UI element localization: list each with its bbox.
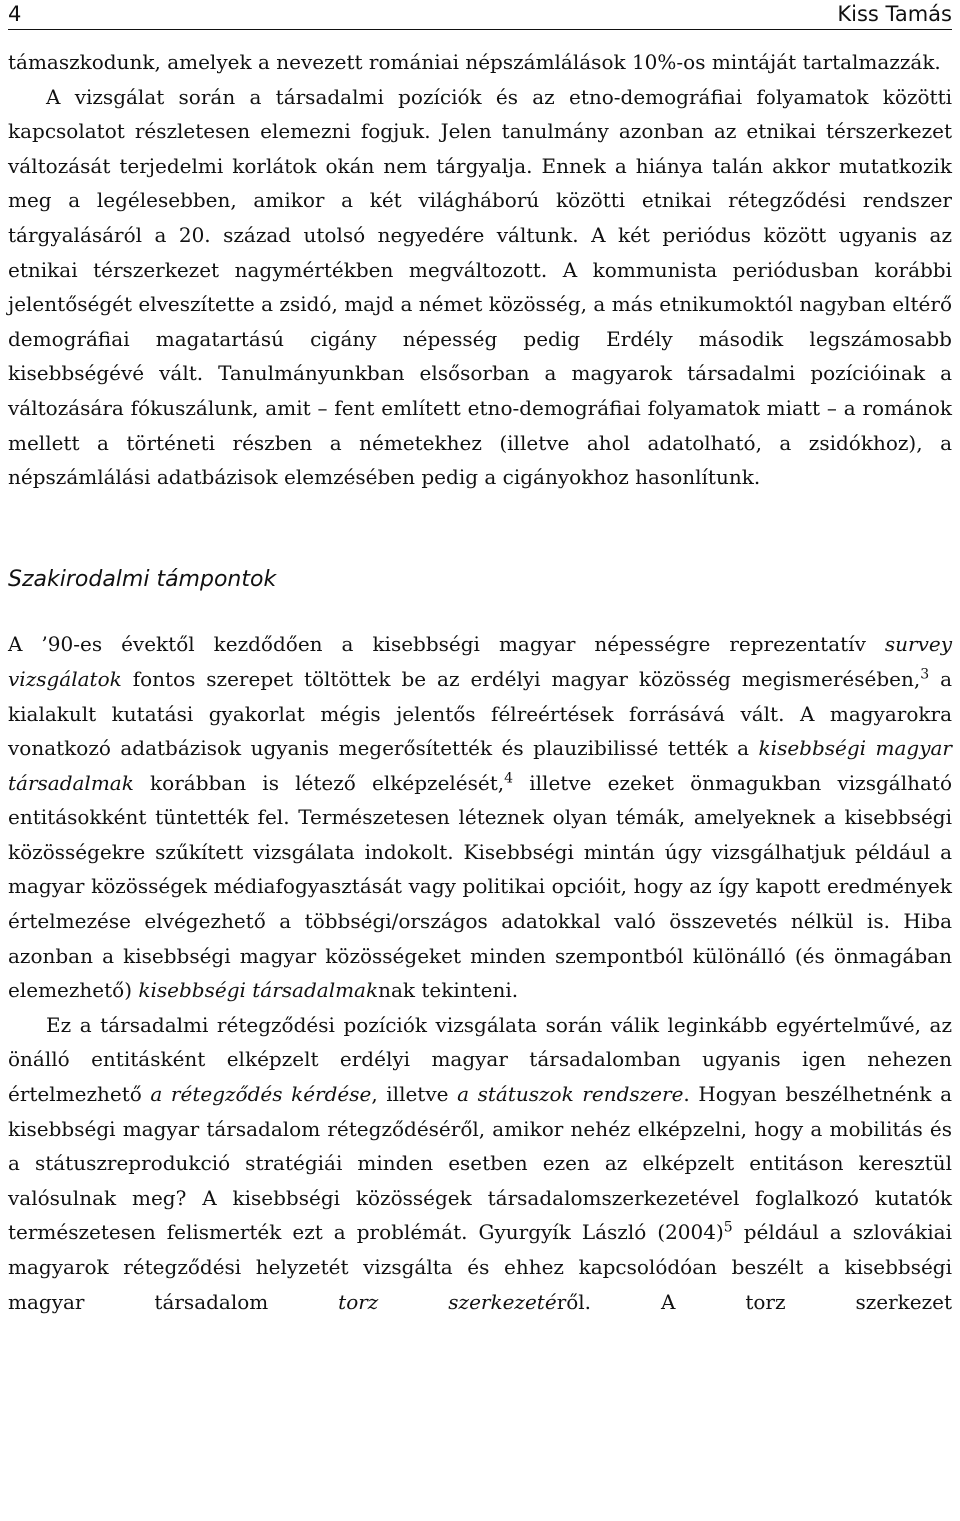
running-header <box>8 0 952 30</box>
p4-italic-status-system: a státuszok rendszere <box>457 1082 684 1107</box>
p4-italic-distorted-structure: torz szerkezeté <box>338 1289 557 1314</box>
p4-text-e: . Hogyan beszélhetnénk a kisebbségi magyar társadalom rétegződéséről, amikor nehéz elképzelni, hogy a mobilitás és a státuszreprodukció stratégiái minden esetben ezen az elképzelt entitáson keresztül valósulnak meg? A kisebbségi közösségek társadalomszerkezetével foglalkozó kutatók természetesen felismerték ezt a problémát. Gyurgyík László (2004) <box>8 1082 952 1245</box>
p3-text-c: fontos szerepet töltöttek be az erdélyi magyar közösség megismerésében, <box>121 666 921 691</box>
main-text <box>8 45 952 1319</box>
paragraph-3 <box>8 627 952 1008</box>
paragraph-1: támaszkodunk, amelyek a nevezett romániai népszámlálások 10%-os mintáját tartalmazzák. <box>8 50 941 74</box>
p3-italic-societies: kisebbségi magyar társadalmak <box>8 736 952 795</box>
paragraph-4 <box>8 1008 952 1319</box>
paragraph-2: A vizsgálat során a társadalmi pozíciók és az etno-demográfiai folyamatok közötti kapcsolatot részletesen elemezni fogjuk. Jelen tanulmány azonban az etnikai térszerkezet változását terjedelmi korlátok okán nem tárgyalja. Ennek a hiánya talán akkor mutatkozik meg a legélesebben, amikor a két világháború közötti etnikai rétegződési rendszer tárgyalásáról a 20. század utolsó negyedére váltunk. A két periódus között ugyanis az etnikai térszerkezet nagymértékben megváltozott. A kommunista periódusban korábbi jelentőségét elveszítette a zsidó, majd a német közösség, a más etnikumoktól nagyban eltérő demográfiai magatartású cigány népesség pedig Erdély második legszámosabb kisebbségévé vált. Tanulmányunkban elsősorban a magyarok társadalmi pozícióinak a változására fókuszálunk, amit – fent említett etno-demográfiai folyamatok miatt – a románok mellett a történeti részben a németekhez (illetve ahol adatolható, a zsidókhoz), a népszámlálási adatbázisok elemzésében pedig a cigányokhoz hasonlítunk. <box>8 84 952 490</box>
p4-text-a: Ez a társadalmi rétegződési pozíciók vizsgálata során válik leginkább egyértelművé, az önálló entitásként elképzelt erdélyi magyar társadalomban ugyanis igen nehezen értelmezhető <box>8 1012 952 1107</box>
p3-text-f: korábban is létező elképzelését, <box>133 770 505 795</box>
section-heading: Szakirodalmi támpontok <box>8 566 277 592</box>
p4-text-h: ről. A torz szerkezet <box>556 1289 953 1314</box>
p3-text-g: illetve ezeket önmagukban vizsgálható entitásokként tüntették fel. Természetesen léteznek olyan témák, amelyeknek a kisebbségi közösségekre szűkített vizsgálata indokolt. Kisebbségi mintán úgy vizsgálhatjuk például a magyar közösségek médiafogyasztását vagy politikai opcióit, hogy az így kapott eredmények értelmezése elvégezhető a többségi/országos adatokkal való összevetés nélkül is. Hiba azonban a kisebbségi magyar közösségeket minden szempontból különálló (és önmagában elemezhető) <box>8 770 952 1003</box>
p4-text-c: , illetve <box>371 1082 458 1107</box>
p4-text-f: például a szlovákiai magyarok rétegződési helyzetét vizsgálta és ehhez kapcsolódóan beszélt a kisebbségi magyar társadalom <box>8 1220 952 1314</box>
page-number: 4 <box>8 2 22 26</box>
footnote-ref-4[interactable]: 4 <box>504 770 514 787</box>
p3-text-d: a kialakult kutatási gyakorlat mégis jelentős félreértések forrásává vált. A magyarokra vonatkozó adatbázisok ugyanis megerősítették és plauzibilissé tették a <box>8 666 953 761</box>
p3-italic-minority-societies: kisebbségi társadalmak <box>138 978 379 1003</box>
footnote-ref-5[interactable]: 5 <box>723 1219 733 1236</box>
p3-text-i: nak tekinteni. <box>378 978 519 1003</box>
p3-italic-survey: survey vizsgálatok <box>8 632 952 691</box>
footnote-ref-3[interactable]: 3 <box>920 666 930 683</box>
p3-text-a: A ’90-es évektől kezdődően a kisebbségi magyar népességre reprezentatív <box>8 632 885 657</box>
p4-italic-stratification: a rétegződés kérdése <box>150 1082 372 1107</box>
running-author: Kiss Tamás <box>837 2 952 26</box>
